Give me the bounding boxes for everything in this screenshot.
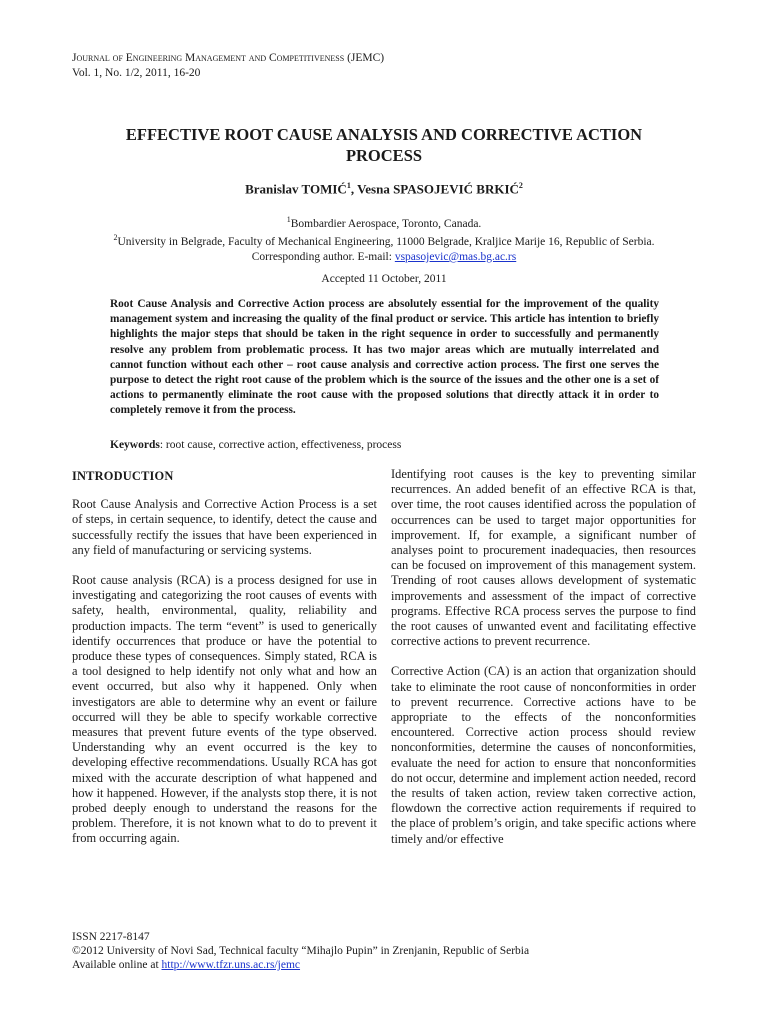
copyright: ©2012 University of Novi Sad, Technical faculty “Mihajlo Pupin” in Zrenjanin, Republic of Serbia: [72, 945, 530, 957]
affiliation-2-mark: 2: [113, 233, 118, 243]
journal-url-link[interactable]: http://www.tfzr.uns.ac.rs/jemc: [161, 959, 301, 971]
accepted-date: Accepted 11 October, 2011: [321, 273, 447, 285]
availability: [72, 958, 696, 972]
title-line-1: EFFECTIVE ROOT CAUSE ANALYSIS AND CORRECTIVE ACTION: [125, 125, 643, 144]
journal-name: Journal of Engineering Management and Competitiveness (JEMC): [72, 52, 385, 64]
issn: ISSN 2217-8147: [72, 931, 150, 943]
keywords-label: Keywords: [110, 439, 160, 451]
keywords-text: : root cause, corrective action, effectiveness, process: [159, 439, 402, 451]
affiliations: [60, 213, 708, 264]
corresponding-label: Corresponding author. E-mail:: [251, 250, 395, 263]
corresponding-author: [60, 250, 708, 265]
left-paragraph-2: Root cause analysis (RCA) is a process designed for use in investigating and categorizing the root causes of events with safety, health, environmental, quality, reliability and production impacts. The term “event” is used to generically identify occurrences that produce or have the potential to produce these types of consequences. Simply stated, RCA is a tool designed to help identify not only what and how an event occurred, but also why it happened. Only when investigators are able to determine why an event or failure occurred will they be able to specify workable corrective measures that prevent future events of the type observed. Understanding why an event occurred is the key to developing effective recommendations. Usually RCA has got mixed with the accurate description of what happened and how it happened. However, if the analysts stop there, it is not probed deeply enough to understand the reasons for the problem. Therefore, it is not known what to do to prevent it from occurring again.: [72, 573, 377, 846]
right-paragraph-1: Identifying root causes is the key to preventing similar recurrences. An added benefit of an effective RCA is that, over time, the root causes identified across the population of occurrences can be used to target major opportunities for improvement. If, for example, a significant number of analyses point to procurement inadequacies, then resources can be focused on improvement of this management system. Trending of root causes allows development of systematic improvements and assessment of the impact of corrective programs. Effective RCA process serves the purpose to find the root causes of unwanted event and facilitating effective corrective actions to prevent recurrence.: [391, 467, 696, 649]
author-2: Vesna SPASOJEVIĆ BRKIĆ: [357, 181, 519, 197]
volume-info: Vol. 1, No. 1/2, 2011, 16-20: [72, 67, 201, 79]
left-paragraph-1: Root Cause Analysis and Corrective Action Process is a set of steps, in certain sequence, to identify, detect the cause and successfully rectify the issues that have been experienced in any field of manufacturing or servicing systems.: [72, 497, 377, 557]
keywords: [110, 439, 659, 451]
author-separator: ,: [350, 181, 358, 197]
left-column: [72, 467, 377, 862]
paper-title: [72, 124, 696, 166]
right-paragraph-2: Corrective Action (CA) is an action that organization should take to eliminate the root cause of nonconformities in order to prevent recurrence. Corrective actions have to be appropriate to the effects of the nonconformities encountered. Corrective action process should review nonconformities, determine the causes of nonconformities, evaluate the need for action to ensure that nonconformities do not occur, determine and implement action needed, record the results of taken action, review taken corrective action, flowdown the corrective action requirements if required to the place of problem’s origin, and take specific actions where timely and/or effective: [391, 664, 696, 846]
right-column: [391, 467, 696, 862]
affiliation-1-text: Bombardier Aerospace, Toronto, Canada.: [290, 217, 482, 230]
affiliation-1-mark: 1: [286, 215, 291, 224]
section-heading-introduction: INTRODUCTION: [72, 469, 174, 483]
available-label: Available online at: [72, 959, 162, 971]
page-footer: [72, 930, 696, 972]
author-1: Branislav TOMIĆ: [245, 181, 347, 197]
author-list: [72, 181, 696, 197]
email-link[interactable]: vspasojevic@mas.bg.ac.rs: [394, 250, 517, 263]
title-line-2: PROCESS: [345, 146, 423, 165]
author-2-affil-mark: 2: [518, 181, 523, 190]
abstract: Root Cause Analysis and Corrective Action process are absolutely essential for the improvement of the quality management system and increasing the quality of the final product or service. This article has intention to briefly highlights the major steps that should be taken in the right sequence in order to successfully and permanently resolve any problem from problematic process. It has two major areas which are mutually interrelated and cannot function without each other – root cause analysis and corrective action process. The first one serves the purpose to detect the right root cause of the problem which is the source of the issues and the other one is a set of actions to permanently eliminate the root cause with the proposed solutions that directly attack it in order to completely remove it from the process.: [110, 298, 659, 417]
affiliation-2: [60, 231, 708, 249]
affiliation-1: [60, 213, 708, 231]
author-1-affil-mark: 1: [346, 181, 351, 190]
affiliation-2-text: University in Belgrade, Faculty of Mechanical Engineering, 11000 Belgrade, Kraljice Marije 16, Republic of Serbia.: [117, 236, 655, 249]
journal-header: [72, 51, 384, 81]
